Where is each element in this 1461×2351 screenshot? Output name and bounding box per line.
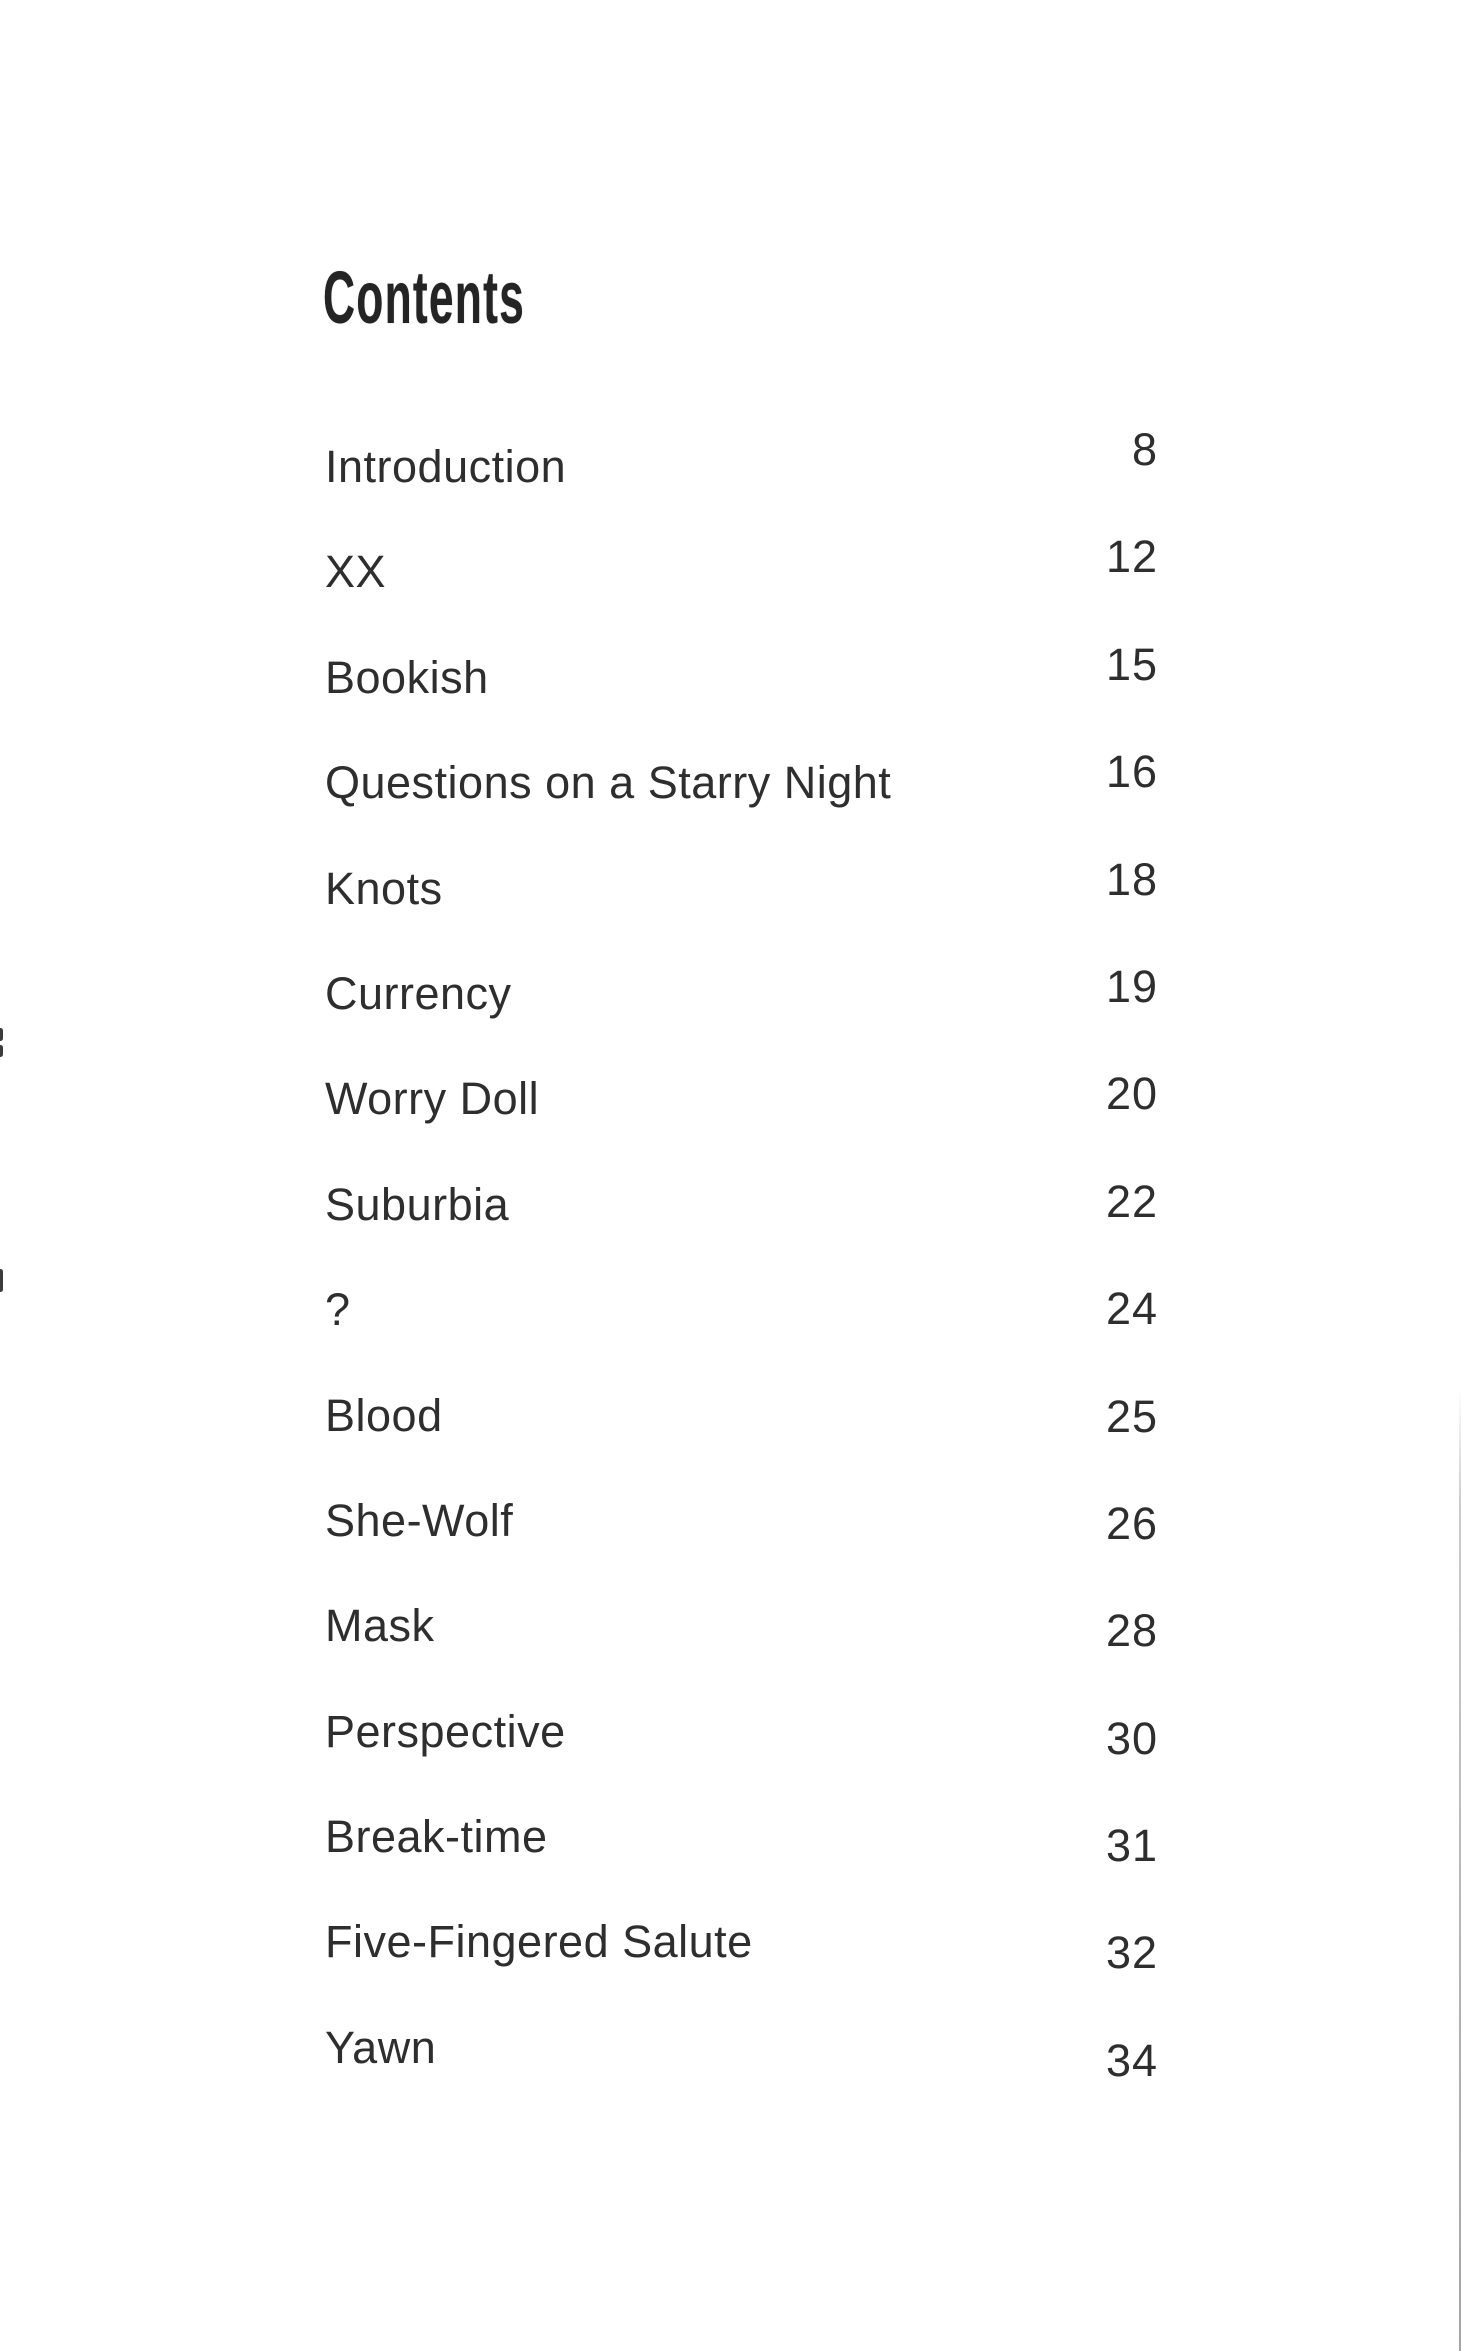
toc-entry-page-number: 18 bbox=[1105, 853, 1158, 905]
toc-entry-page-number: 30 bbox=[1105, 1712, 1158, 1764]
toc-entry-title: Yawn bbox=[325, 2021, 437, 2073]
toc-entry-page-number: 22 bbox=[1105, 1175, 1158, 1227]
scan-artifact-left-nick-3 bbox=[0, 1269, 3, 1292]
toc-entry-title: Currency bbox=[325, 967, 512, 1019]
toc-entry-title: Knots bbox=[325, 862, 443, 914]
toc-page-number-column bbox=[0, 396, 1158, 2114]
toc-entry-title: Break-time bbox=[325, 1811, 548, 1863]
toc-entry-title: Worry Doll bbox=[325, 1073, 540, 1125]
page-title: Contents bbox=[323, 256, 525, 339]
toc-entry-page-number: 25 bbox=[1105, 1390, 1158, 1442]
toc-entry-page-number: 19 bbox=[1105, 960, 1158, 1012]
toc-entry-page-number: 24 bbox=[1105, 1283, 1158, 1335]
toc-entry-page-number: 31 bbox=[1105, 1820, 1158, 1872]
toc-entry-title: Blood bbox=[325, 1389, 443, 1441]
toc-entry-title: Bookish bbox=[325, 651, 489, 703]
toc-entry-title: XX bbox=[325, 546, 387, 598]
toc-entry-title: Questions on a Starry Night bbox=[325, 757, 892, 809]
scan-artifact-left-nick-2 bbox=[0, 1045, 3, 1057]
toc-entry-page-number: 8 bbox=[1131, 424, 1158, 475]
toc-entry-title: She-Wolf bbox=[325, 1494, 514, 1546]
toc-entry-page-number: 32 bbox=[1105, 1927, 1158, 1979]
toc-entry-page-number: 34 bbox=[1105, 2034, 1158, 2086]
toc-entry-page-number: 15 bbox=[1105, 638, 1158, 690]
toc-entry-title: Mask bbox=[325, 1600, 435, 1652]
toc-entry-page-number: 26 bbox=[1105, 1497, 1158, 1549]
toc-entry-page-number: 20 bbox=[1105, 1068, 1158, 1120]
toc-entry-title: Perspective bbox=[325, 1705, 566, 1757]
toc-entry-title: Introduction bbox=[325, 441, 567, 492]
toc-entry-page-number: 12 bbox=[1105, 531, 1158, 583]
toc-entry-title: Five-Fingered Salute bbox=[325, 1916, 753, 1968]
toc-entry-title: ? bbox=[325, 1284, 351, 1336]
scan-artifact-left-nick-1 bbox=[0, 1028, 3, 1041]
toc-entry-page-number: 16 bbox=[1105, 746, 1158, 798]
toc-entry-title: Suburbia bbox=[325, 1178, 510, 1230]
toc-entry-page-number: 28 bbox=[1105, 1605, 1158, 1657]
